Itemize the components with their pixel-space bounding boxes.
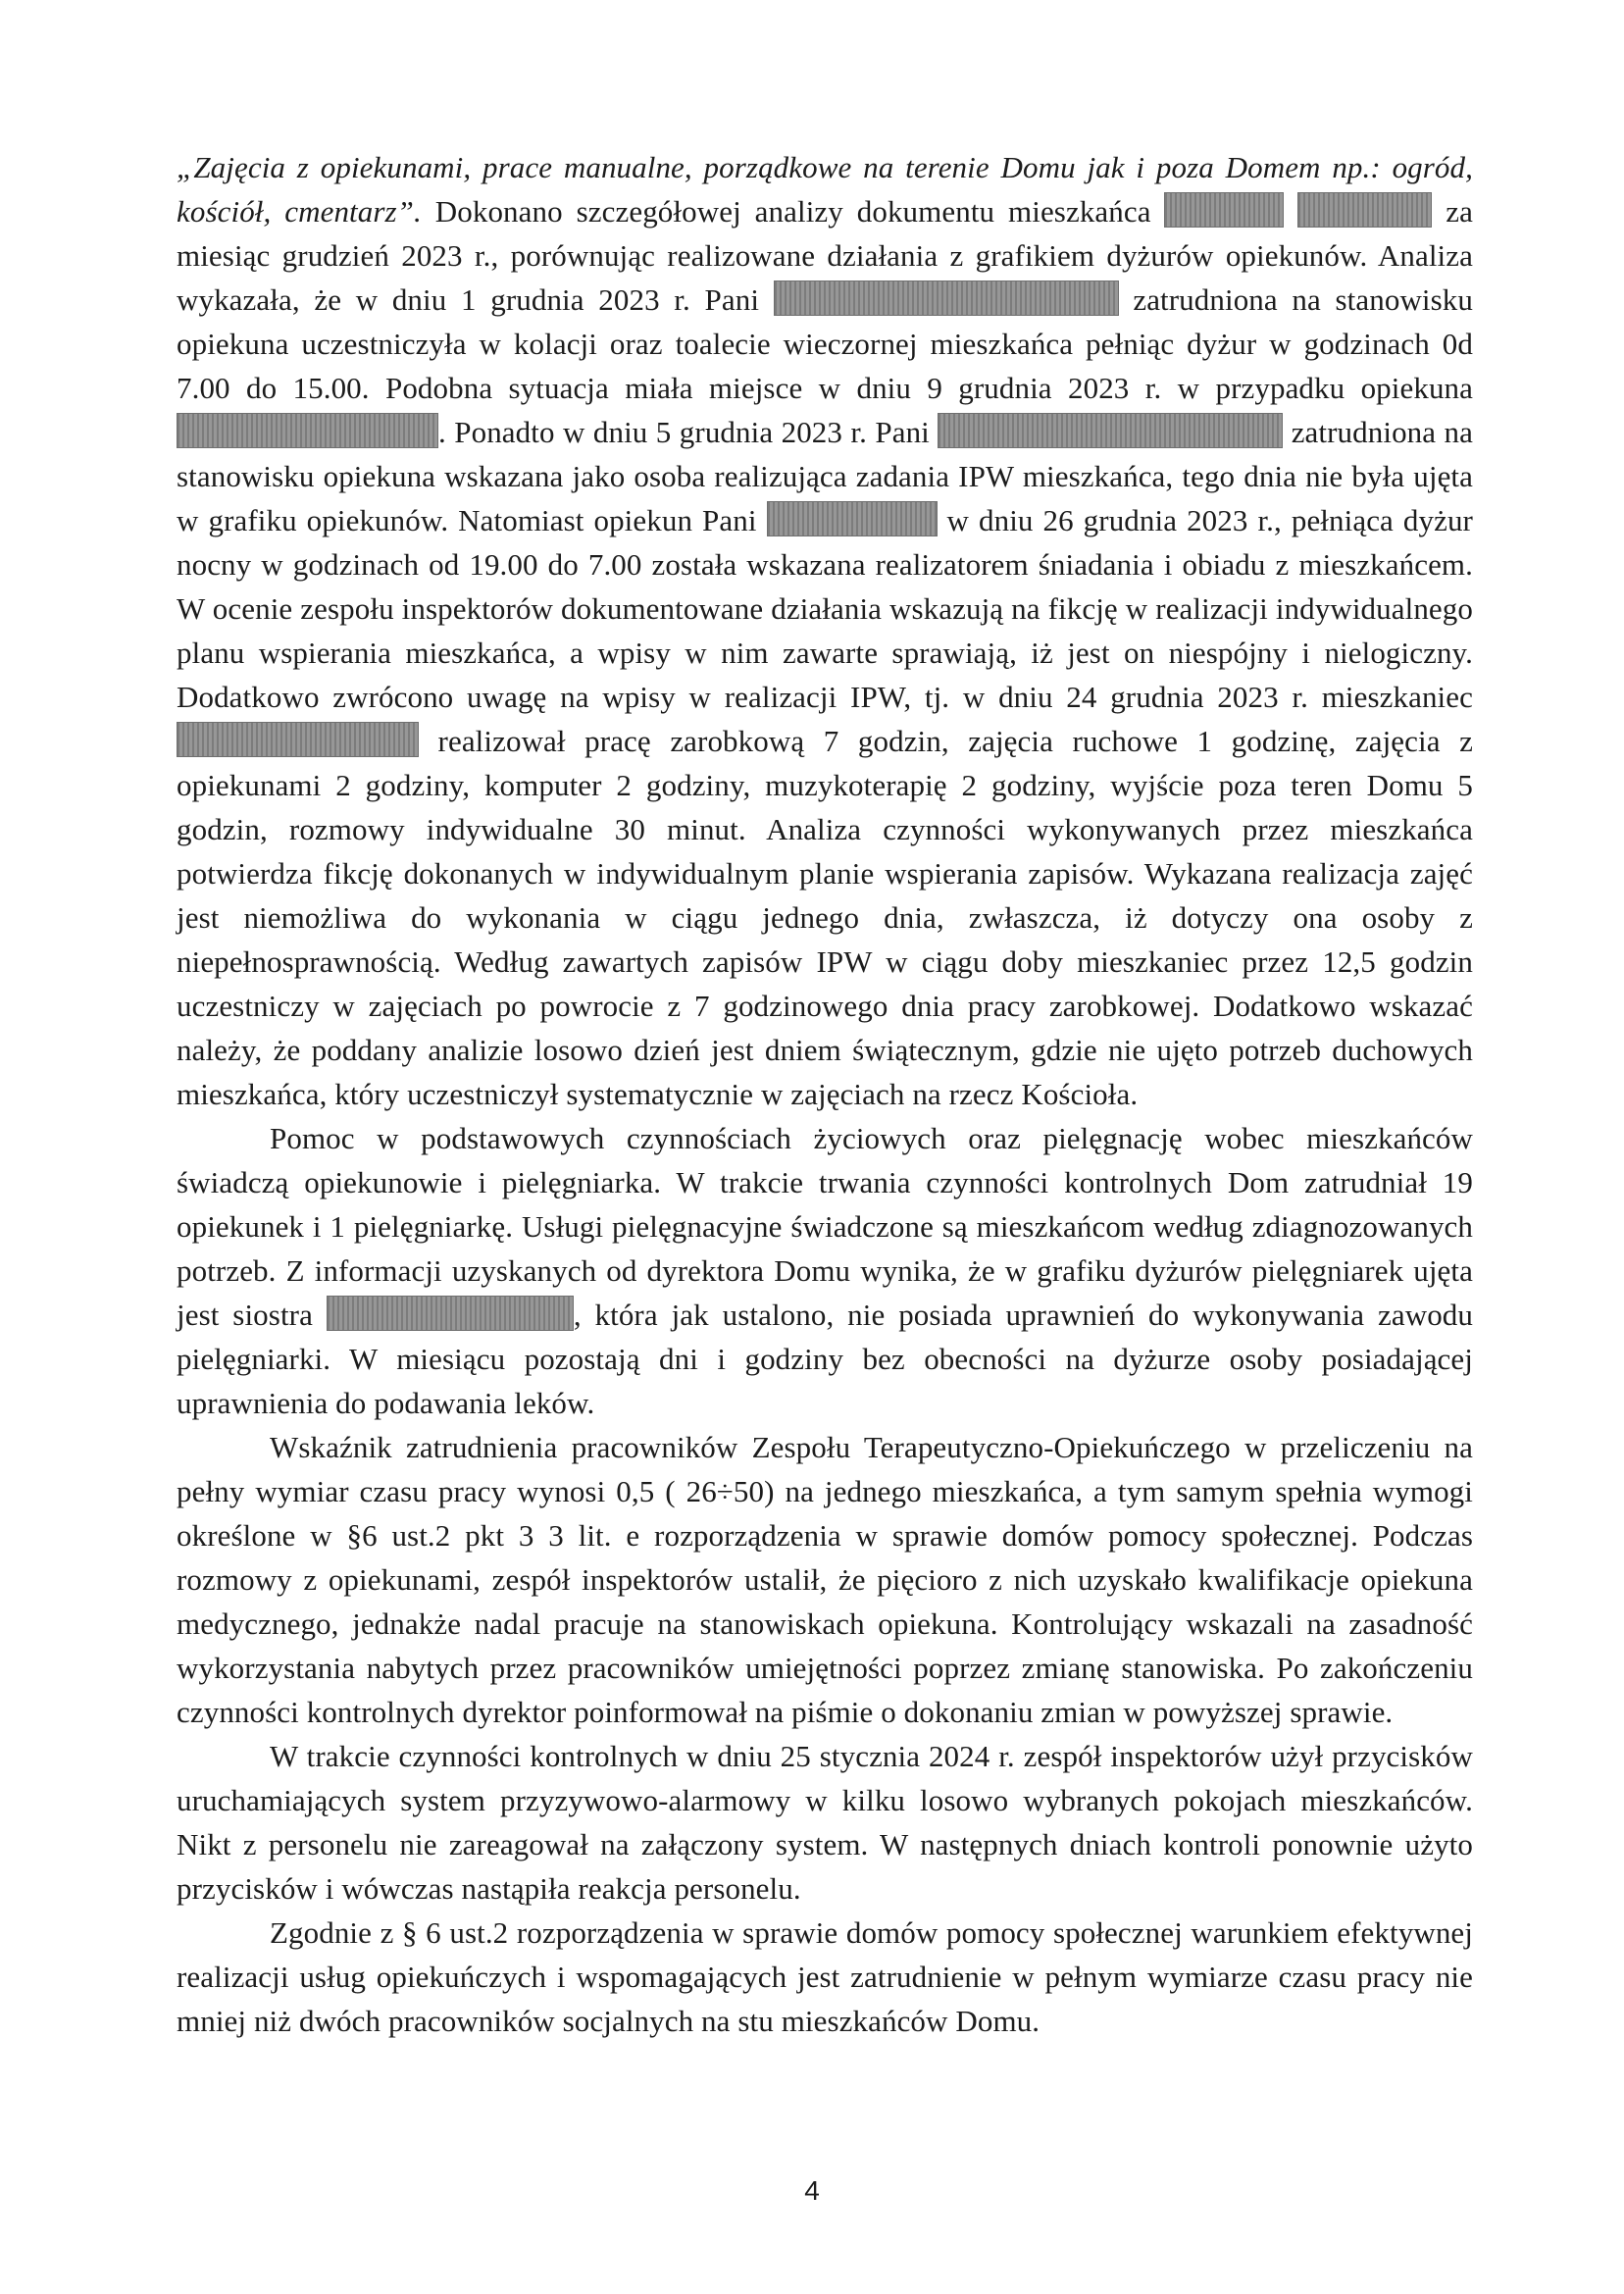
redacted-text bbox=[767, 501, 938, 536]
paragraph bbox=[177, 1425, 1473, 1734]
paragraph-text: W trakcie czynności kontrolnych w dniu 25 stycznia 2024 r. zespół inspektorów użył przycisków uruchamiających system przyzywowo-alarmowy w kilku losowo wybranych pokojach mieszkańców. Nikt z personelu nie zareagował na załączony system. W następnych dniach kontroli ponownie użyto przycisków i wówczas nastąpiła reakcja personelu. bbox=[177, 1739, 1473, 1906]
paragraph bbox=[177, 145, 1473, 1116]
paragraph-text: Pomoc w podstawowych czynnościach życiowych oraz pielęgnację wobec mieszkańców świadczą opiekunowie i pielęgniarka. W trakcie trwania czynności kontrolnych Dom zatrudniał 19 opiekunek i 1 pielęgniarkę. Usługi pielęgnacyjne świadczone są mieszkańcom według zdiagnozowanych potrzeb. Z informacji uzyskanych od dyrektora Domu wynika, że w grafiku dyżurów pielęgniarek ujęta jest siostra bbox=[177, 1121, 1473, 1332]
redacted-text bbox=[1164, 192, 1284, 228]
redacted-text bbox=[177, 413, 438, 448]
paragraph-text: Zgodnie z § 6 ust.2 rozporządzenia w sprawie domów pomocy społecznej warunkiem efektywnej realizacji usług opiekuńczych i wspomagających jest zatrudnienie w pełnym wymiarze czasu pracy nie mniej niż dwóch pracowników socjalnych na stu mieszkańców Domu. bbox=[177, 1915, 1473, 2038]
quoted-text: „Zajęcia z opiekunami, prace manualne, porządkowe na terenie Domu jak i poza Domem np.: ogród, kościół, cmentarz”. bbox=[177, 150, 1473, 229]
redacted-text bbox=[938, 413, 1283, 448]
paragraph bbox=[177, 1116, 1473, 1425]
paragraph-text: , która jak ustalono, nie posiada uprawnień do wykonywania zawodu pielęgniarki. W miesiącu pozostają dni i godziny bez obecności na dyżurze osoby posiadającej uprawnienia do podawania leków. bbox=[177, 1298, 1473, 1420]
paragraph bbox=[177, 1911, 1473, 2043]
paragraph-text: zatrudniona na stanowisku opiekuna uczestniczyła w kolacji oraz toalecie wieczornej mieszkańca pełniąc dyżur w godzinach 0d 7.00 do 15.00. Podobna sytuacja miała miejsce w dniu 9 grudnia 2023 r. w przypadku opiekuna bbox=[177, 282, 1474, 405]
document-body bbox=[177, 145, 1473, 2043]
paragraph-text: Dokonano szczegółowej analizy dokumentu mieszkańca bbox=[421, 194, 1165, 229]
paragraph-text bbox=[1284, 194, 1297, 229]
paragraph-text: zatrudniona na stanowisku opiekuna wskazana jako osoba realizująca zadania IPW mieszkańca, tego dnia nie była ujęta w grafiku opiekunów. Natomiast opiekun Pani bbox=[177, 415, 1473, 537]
page-number: 4 bbox=[804, 2175, 820, 2206]
redacted-text bbox=[1297, 192, 1432, 228]
redacted-text bbox=[774, 280, 1119, 316]
paragraph-text: za miesiąc grudzień 2023 r., porównując realizowane działania z grafikiem dyżurów opiekunów. Analiza wykazała, że w dniu 1 grudnia 2023 r. Pani bbox=[177, 194, 1473, 317]
paragraph-text: w dniu 26 grudnia 2023 r., pełniąca dyżur nocny w godzinach od 19.00 do 7.00 została wskazana realizatorem śniadania i obiadu z mieszkańcem. W ocenie zespołu inspektorów dokumentowane działania wskazują na fikcję w realizacji indywidualnego planu wspierania mieszkańca, a wpisy w nim zawarte sprawiają, iż jest on niespójny i nielogiczny. Dodatkowo zwrócono uwagę na wpisy w realizacji IPW, tj. w dniu 24 grudnia 2023 r. mieszkaniec bbox=[177, 503, 1473, 714]
paragraph bbox=[177, 1734, 1473, 1911]
paragraph-text: realizował pracę zarobkową 7 godzin, zajęcia ruchowe 1 godzinę, zajęcia z opiekunami 2 godziny, komputer 2 godziny, muzykoterapię 2 godziny, wyjście poza teren Domu 5 godzin, rozmowy indywidualne 30 minut. Analiza czynności wykonywanych przez mieszkańca potwierdza fikcję dokonanych w indywidualnym planie wspierania zapisów. Wykazana realizacja zajęć jest niemożliwa do wykonania w ciągu jednego dnia, zwłaszcza, iż dotyczy ona osoby z niepełnosprawnością. Według zawartych zapisów IPW w ciągu doby mieszkaniec przez 12,5 godzin uczestniczy w zajęciach po powrocie z 7 godzinowego dnia pracy zarobkowej. Dodatkowo wskazać należy, że poddany analizie losowo dzień jest dniem świątecznym, gdzie nie ujęto potrzeb duchowych mieszkańca, który uczestniczył systematycznie w zajęciach na rzecz Kościoła. bbox=[177, 724, 1473, 1111]
paragraph-text: . Ponadto w dniu 5 grudnia 2023 r. Pani bbox=[438, 415, 939, 449]
redacted-text bbox=[327, 1296, 574, 1331]
redacted-text bbox=[177, 722, 419, 757]
paragraph-text: Wskaźnik zatrudnienia pracowników Zespołu Terapeutyczno-Opiekuńczego w przeliczeniu na pełny wymiar czasu pracy wynosi 0,5 ( 26÷50) na jednego mieszkańca, a tym samym spełnia wymogi określone w §6 ust.2 pkt 3 3 lit. e rozporządzenia w sprawie domów pomocy społecznej. Podczas rozmowy z opiekunami, zespół inspektorów ustalił, że pięcioro z nich uzyskało kwalifikacje opiekuna medycznego, jednakże nadal pracuje na stanowiskach opiekuna. Kontrolujący wskazali na zasadność wykorzystania nabytych przez pracowników umiejętności poprzez zmianę stanowiska. Po zakończeniu czynności kontrolnych dyrektor poinformował na piśmie o dokonaniu zmian w powyższej sprawie. bbox=[177, 1430, 1473, 1729]
